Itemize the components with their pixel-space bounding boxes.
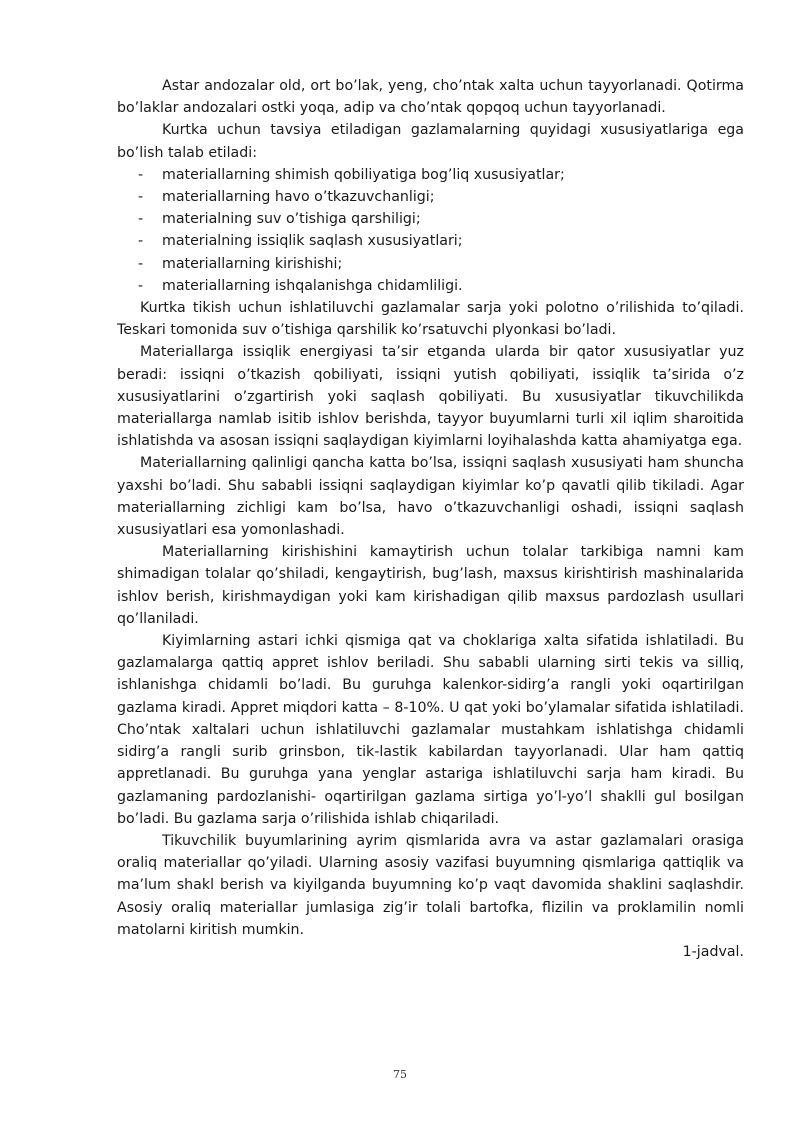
list-item-text: materialning suv o’tishiga qarshiligi;	[162, 211, 421, 228]
paragraph-jacket-weave: Kurtka tikish uchun ishlatiluvchi gazlamalar sarja yoki polotno o’rilishida to’qiladi. Teskari tomonida suv o’tishiga qarshilik ko’rsatuvchi plyonkasi bo’ladi.	[117, 300, 744, 339]
list-item	[117, 164, 744, 186]
list-item-text: materialning issiqlik saqlash xususiyatlari;	[162, 233, 463, 250]
paragraph-interlining: Tikuvchilik buyumlarining ayrim qismlarida avra va astar gazlamalari orasiga oraliq materiallar qo’yiladi. Ularning asosiy vazifasi buyumning qismlariga qattiqlik va ma’lum shakl berish va kiyilganda buyumning ko’p vaqt davomida shaklini saqlashdir. Asosiy oraliq materiallar jumlasiga zig’ir tolali bartofka, flizilin va proklamilin nomli matolarni kiritish mumkin.	[117, 832, 744, 938]
list-item-text: materiallarning kirishishi;	[162, 255, 343, 272]
paragraph-shrinkage: Materiallarning kirishishini kamaytirish uchun tolalar tarkibiga namni kam shimadigan tolalar qo’shiladi, kengaytirish, bug’lash, maxsus kirishtirish mashinalarida ishlov berish, kirishmaydigan yoki kam kirishadigan qilib maxsus pardozlash usullari qo’llaniladi.	[117, 544, 744, 627]
list-item	[117, 275, 744, 297]
bullet-dash: -	[138, 233, 144, 250]
list-item	[117, 186, 744, 208]
paragraph-lining-patterns: Astar andozalar old, ort bo’lak, yeng, cho’ntak xalta uchun tayyorlanadi. Qotirma bo’laklar andozalari ostki yoqa, adip va cho’ntak qopqoq uchun tayyorlanadi.	[117, 78, 744, 117]
list-item-text: materiallarning havo o’tkazuvchanligi;	[162, 189, 435, 206]
bullet-dash: -	[138, 189, 144, 206]
list-item	[117, 253, 744, 275]
list-item	[117, 208, 744, 230]
table-caption: 1-jadval.	[682, 943, 744, 960]
bullet-dash: -	[138, 277, 144, 294]
requirements-list	[117, 164, 744, 297]
bullet-dash: -	[138, 166, 144, 183]
bullet-dash: -	[138, 255, 144, 272]
list-item-text: materiallarning shimish qobiliyatiga bog’liq xususiyatlar;	[162, 166, 565, 183]
list-item-text: materiallarning ishqalanishga chidamliligi.	[162, 277, 463, 294]
list-item	[117, 230, 744, 252]
paragraph-heat-properties: Materiallarga issiqlik energiyasi ta’sir etganda ularda bir qator xususiyatlar yuz beradi: issiqni o’tkazish qobiliyati, issiqni yutish qobiliyati, issiqlik ta’sirida o’z xususiyatlarini o’zgartirish yoki saqlash qobiliyati. Bu xususiyatlar tikuvchilikda materiallarga namlab isitib ishlov berishda, tayyor buyumlarni turli xil iqlim sharoitida ishlatishda va asosan issiqni saqlaydigan kiyimlarni loyihalashda katta ahamiyatga ega.	[117, 344, 744, 450]
paragraph-thickness: Materiallarning qalinligi qancha katta bo’lsa, issiqni saqlash xususiyati ham shuncha yaxshi bo’ladi. Shu sababli issiqni saqlaydigan kiyimlar ko’p qavatli qilib tikiladi. Agar materiallarning zichligi kam bo’lsa, havo o’tkazuvchanligi oshadi, issiqni saqlash xususiyatlari esa yomonlashadi.	[117, 455, 744, 539]
page-body	[117, 75, 744, 963]
bullet-dash: -	[138, 211, 144, 228]
paragraph-jacket-requirements: Kurtka uchun tavsiya etiladigan gazlamalarning quyidagi xususiyatlariga ega bo’lish talab etiladi:	[117, 122, 744, 161]
page-number: 75	[393, 1068, 407, 1081]
paragraph-lining-fabrics: Kiyimlarning astari ichki qismiga qat va choklariga xalta sifatida ishlatiladi. Bu gazlamalarga qattiq appret ishlov beriladi. Shu sababli ularning sirti tekis va silliq, ishlanishga chidamli bo’ladi. Bu guruhga kalenkor-sidirg’a rangli yoki oqartirilgan gazlama kiradi. Appret miqdori katta – 8-10%. U qat yoki bo’ylamalar sifatida ishlatiladi. Cho’ntak xaltalari uchun ishlatiluvchi gazlamalar mustahkam ishlatishga chidamli sidirg’a rangli surib grinsbon, tik-lastik kabilardan tayyorlanadi. Ular ham qattiq appretlanadi. Bu guruhga yana yenglar astariga ishlatiluvchi sarja ham kiradi. Bu gazlamaning pardozlanishi- oqartirilgan gazlama sirtiga yo’l-yo’l shaklli gul bosilgan bo’ladi. Bu gazlama sarja o’rilishida ishlab chiqariladi.	[117, 633, 744, 827]
